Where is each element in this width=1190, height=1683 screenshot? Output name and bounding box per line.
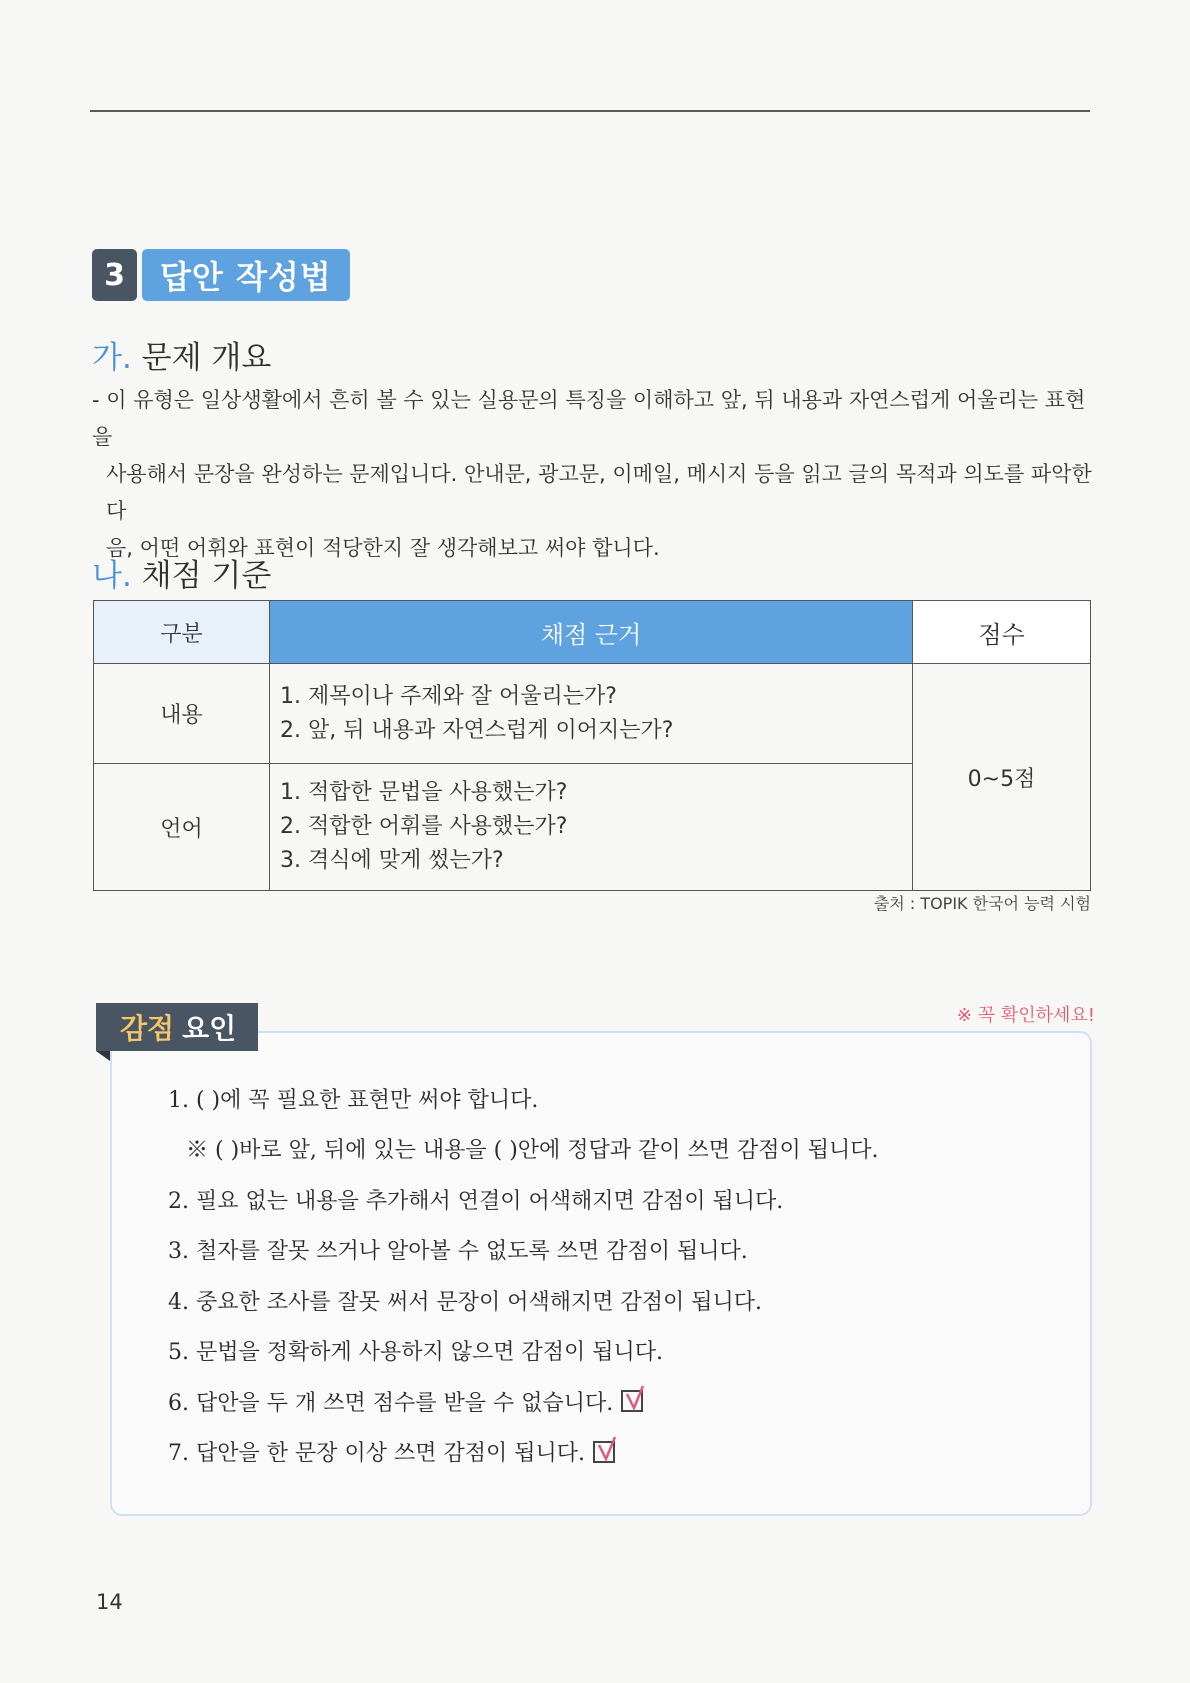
overview-paragraph (92, 382, 1092, 567)
tab-fold-shape (96, 1051, 110, 1061)
check-note: ※ 꼭 확인하세요! (956, 1005, 1095, 1026)
checkmark-box-icon (621, 1390, 643, 1412)
list-item-text: 2. 필요 없는 내용을 추가해서 연결이 어색해지면 감점이 됩니다. (168, 1188, 784, 1214)
list-item (168, 1225, 1068, 1276)
criteria-item: 1. 제목이나 주제와 잘 어울리는가? (280, 683, 617, 709)
overview-line: - 이 유형은 일상생활에서 흔히 볼 수 있는 실용문의 특징을 이해하고 앞, 뒤 내용과 자연스럽게 어울리는 표현을 (92, 388, 1086, 449)
list-item (168, 1326, 1068, 1377)
section-title: 답안 작성법 (142, 249, 350, 301)
checkmark-box-icon (593, 1441, 615, 1463)
section-heading (92, 249, 350, 301)
list-item (168, 1174, 1068, 1225)
row-category: 언어 (94, 764, 270, 891)
list-item (168, 1275, 1068, 1326)
list-item (168, 1376, 1068, 1427)
list-item-text: 6. 답안을 두 개 쓰면 점수를 받을 수 없습니다. (168, 1390, 614, 1416)
table-row (94, 664, 1091, 764)
row-criteria (270, 764, 913, 891)
deductions-tab-rest: 요인 (182, 1012, 237, 1045)
criteria-heading (92, 550, 271, 595)
list-item-text: 1. ( )에 꼭 필요한 표현만 써야 합니다. (168, 1087, 539, 1113)
overview-line: 사용해서 문장을 완성하는 문제입니다. 안내문, 광고문, 이메일, 메시지 등을 읽고 글의 목적과 의도를 파악한 다 (106, 462, 1092, 523)
list-item-text: 3. 철자를 잘못 쓰거나 알아볼 수 없도록 쓰면 감점이 됩니다. (168, 1239, 748, 1265)
source-note: 출처 : TOPIK 한국어 능력 시험 (873, 894, 1091, 913)
row-category: 내용 (94, 664, 270, 764)
deductions-tab (96, 1003, 258, 1051)
list-item (168, 1073, 1068, 1124)
points-cell: 0~5점 (913, 664, 1091, 891)
overview-line: 음, 어떤 어휘와 표현이 적당한지 잘 생각해보고 써야 합니다. (106, 536, 660, 560)
list-item (168, 1427, 1068, 1478)
criteria-item: 3. 격식에 맞게 썼는가? (280, 848, 504, 873)
overview-heading (92, 332, 271, 377)
criteria-heading-mark: 나. (92, 558, 132, 594)
top-rule (90, 110, 1090, 112)
list-item-text: ※ ( )바로 앞, 뒤에 있는 내용을 ( )안에 정답과 같이 쓰면 감점이 됩니다. (186, 1138, 879, 1164)
list-item-text: 4. 중요한 조사를 잘못 써서 문장이 어색해지면 감점이 됩니다. (168, 1289, 762, 1315)
criteria-item: 1. 적합한 문법을 사용했는가? (280, 780, 568, 805)
deductions-tab-highlight: 감점 (120, 1012, 175, 1045)
list-item (168, 1124, 1068, 1175)
header-category: 구분 (94, 601, 270, 664)
list-item-text: 5. 문법을 정확하게 사용하지 않으면 감점이 됩니다. (168, 1340, 663, 1366)
list-item-text: 7. 답안을 한 문장 이상 쓰면 감점이 됩니다. (168, 1441, 585, 1467)
table-header-row (94, 601, 1091, 664)
criteria-item: 2. 적합한 어휘를 사용했는가? (280, 814, 568, 839)
row-criteria (270, 664, 913, 764)
page-number: 14 (96, 1590, 123, 1614)
criteria-heading-text: 채점 기준 (141, 558, 272, 594)
scoring-table (93, 600, 1091, 891)
header-basis: 채점 근거 (270, 601, 913, 664)
deductions-list (168, 1073, 1068, 1477)
section-number: 3 (92, 249, 137, 301)
overview-heading-mark: 가. (92, 340, 132, 376)
header-points: 점수 (913, 601, 1091, 664)
overview-heading-text: 문제 개요 (141, 340, 272, 376)
criteria-item: 2. 앞, 뒤 내용과 자연스럽게 이어지는가? (280, 717, 674, 743)
